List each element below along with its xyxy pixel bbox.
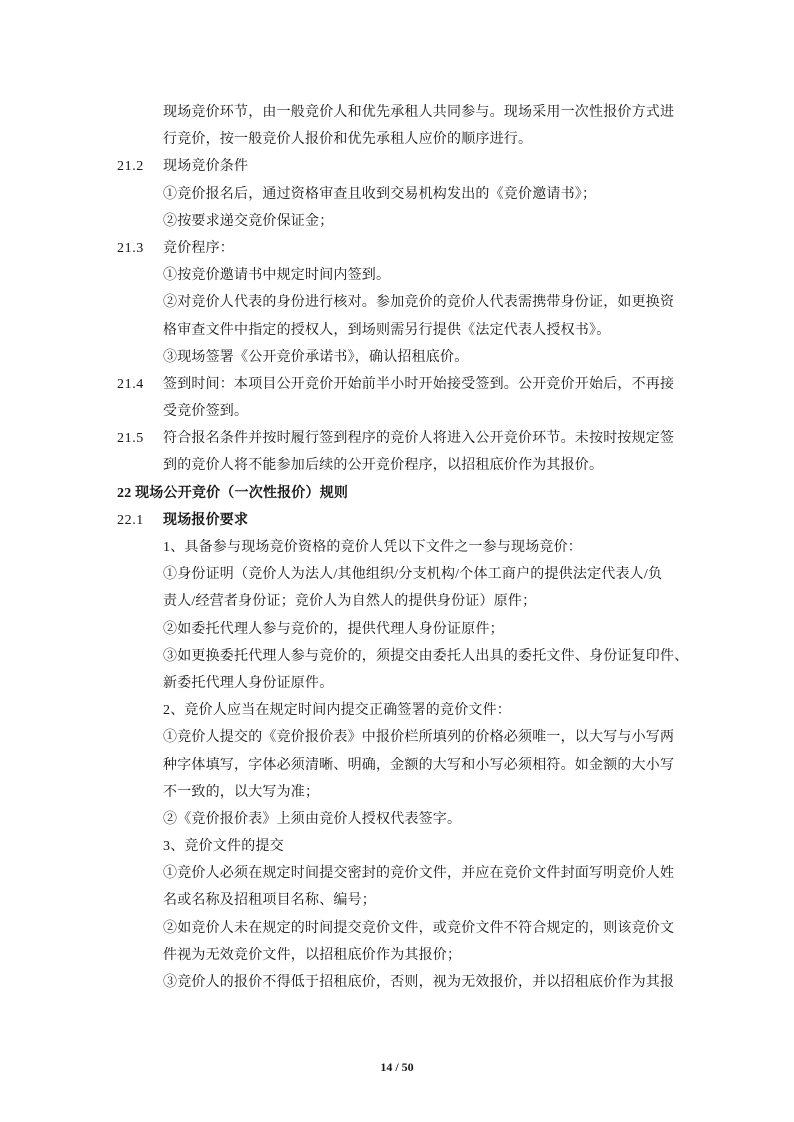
- paragraph-line: 1、具备参与现场竞价资格的竞价人凭以下文件之一参与现场竞价：: [163, 540, 582, 555]
- clause-number: 21.5: [117, 431, 144, 447]
- paragraph-line: ①身份证明（竞价人为法人/其他组织/分支机构/个体工商户的提供法定代表人/负: [163, 567, 663, 583]
- clause-21-3-title: [117, 235, 687, 262]
- clause-21-5: [117, 425, 687, 452]
- paragraph-line: ②如委托代理人参与竞价的，提供代理人身份证原件；: [163, 621, 504, 637]
- clause-21-4: [117, 371, 687, 398]
- list-item: ①竞价报名后，通过资格审查且收到交易机构发出的《竞价邀请书》；: [163, 186, 597, 202]
- paragraph-line: 受竞价签到。: [163, 404, 249, 420]
- clause-number: 22.1: [117, 512, 144, 528]
- clause-title: 现场报价要求: [163, 512, 249, 528]
- paragraph-line: 责人/经营者身份证；竞价人为自然人的提供身份证）原件；: [163, 594, 537, 610]
- paragraph-line: ③如更换委托代理人参与竞价的，须提交由委托人出具的委托文件、身份证复印件、: [163, 648, 689, 664]
- clause-21-2-title: [117, 153, 687, 180]
- clause-title: 现场竞价条件: [163, 159, 249, 175]
- document-body: [117, 99, 687, 996]
- list-item: ②按要求递交竞价保证金；: [163, 213, 334, 229]
- list-item: ③现场签署《公开竞价承诺书》，确认招租底价。: [163, 349, 469, 365]
- paragraph-line: 名或名称及招租项目名称、编号；: [163, 893, 376, 909]
- paragraph-line: ②《竞价报价表》上须由竞价人授权代表签字。: [163, 811, 462, 827]
- clause-title: 竞价程序：: [163, 240, 234, 256]
- clause-22-1-title: [117, 507, 687, 534]
- paragraph-line: ②如竞价人未在规定的时间提交竞价文件，或竞价文件不符合规定的，则该竞价文: [163, 920, 675, 936]
- list-item: 格审查文件中指定的授权人，到场则需另行提供《法定代表人授权书》。: [163, 322, 611, 338]
- paragraph-line: 到的竞价人将不能参加后续的公开竞价程序，以招租底价作为其报价。: [163, 458, 604, 474]
- paragraph-line: 新委托代理人身份证原件。: [163, 675, 334, 691]
- section-22-heading: 22 现场公开竞价（一次性报价）规则: [117, 485, 349, 501]
- page-number-footer: 14 / 50: [380, 1060, 414, 1074]
- paragraph-line: 3、竞价文件的提交: [163, 839, 284, 855]
- clause-number: 21.4: [117, 376, 144, 392]
- clause-number: 21.2: [117, 159, 144, 175]
- clause-number: 21.3: [117, 240, 144, 256]
- clause-text: 签到时间：本项目公开竞价开始前半小时开始接受签到。公开竞价开始后，不再接: [163, 376, 675, 392]
- paragraph-line: 种字体填写，字体必须清晰、明确，金额的大写和小写必须相符。如金额的大小写: [163, 757, 675, 773]
- clause-text: 符合报名条件并按时履行签到程序的竞价人将进入公开竞价环节。未按时按规定签: [163, 431, 675, 447]
- paragraph-line: 现场竞价环节，由一般竞价人和优先承租人共同参与。现场采用一次性报价方式进: [163, 105, 675, 120]
- paragraph-line: 行竞价，按一般竞价人报价和优先承租人应价的顺序进行。: [163, 132, 533, 148]
- list-item: ②对竞价人代表的身份进行核对。参加竞价的竞价人代表需携带身份证，如更换资: [163, 295, 675, 311]
- paragraph-line: ③竞价人的报价不得低于招租底价，否则，视为无效报价，并以招租底价作为其报: [163, 975, 675, 990]
- paragraph-line: ①竞价人提交的《竞价报价表》中报价栏所填列的价格必须唯一，以大写与小写两: [163, 730, 675, 746]
- paragraph-line: ①竞价人必须在规定时间提交密封的竞价文件，并应在竞价文件封面写明竞价人姓: [163, 866, 675, 882]
- paragraph-line: 2、竞价人应当在规定时间内提交正确签署的竞价文件：: [163, 703, 511, 719]
- paragraph-line: 件视为无效竞价文件，以招租底价作为其报价；: [163, 947, 462, 963]
- paragraph-line: 不一致的，以大写为准；: [163, 784, 320, 800]
- list-item: ①按竞价邀请书中规定时间内签到。: [163, 268, 391, 284]
